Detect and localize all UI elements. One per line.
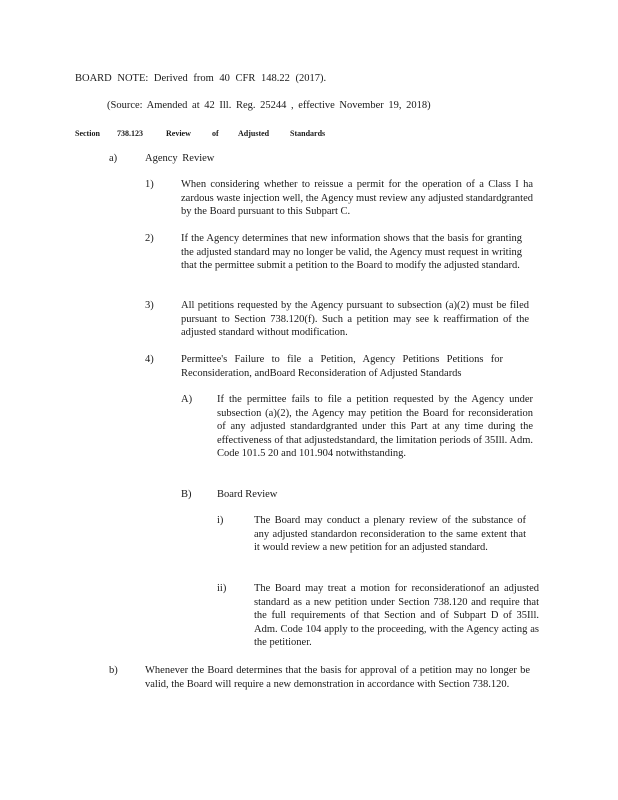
subsection-a-heading: Agency Review	[145, 153, 215, 164]
item-4B-text: Board Review	[217, 489, 278, 500]
section-title-word-3: Adjusted	[238, 129, 270, 138]
item-2-label: 2)	[145, 233, 154, 244]
item-4B-ii-text: The Board may treat a motion for reconsiderationof an adjusted standard as a new petition under Section 738.120 and require that the full requirements of that Section and of Subpart D of 35Ill. Adm. Code 104 apply to the proceeding, with the Agency acting as the petitioner.	[254, 583, 539, 649]
item-2-text: If the Agency determines that new information shows that the basis for granting the adjusted standard may no longer be valid, the Agency must request in writing that the permittee submit a petition to the Board to modify the adjusted standard.	[181, 233, 522, 272]
item-4B-i-label: i)	[217, 515, 224, 526]
item-1-text: When considering whether to reissue a permit for the operation of a Class I ha zardous waste injection well, the Agency must review any adjusted standardgranted by the Board pursuant to this Subpart C.	[181, 179, 533, 218]
section-title-word-2: of	[212, 129, 219, 138]
section-heading	[75, 127, 350, 141]
item-3-text: All petitions requested by the Agency pursuant to subsection (a)(2) must be filed pursuant to Section 738.120(f). Such a petition may see k reaffirmation of the adjusted standard without modification.	[181, 300, 529, 339]
section-title-word-4: Standards	[290, 129, 326, 138]
section-title-word-1: Review	[166, 129, 191, 138]
item-4B-label: B)	[181, 489, 192, 500]
item-4B-ii-label: ii)	[217, 583, 227, 594]
subsection-a-label: a)	[109, 153, 118, 164]
source-note: (Source: Amended at 42 Ill. Reg. 25244 , effective November 19, 2018)	[107, 100, 431, 111]
item-4A-label: A)	[181, 394, 193, 405]
subsection-b-text: Whenever the Board determines that the basis for approval of a petition may no longer be valid, the Board will require a new demonstration in accordance with Section 738.120.	[145, 665, 530, 690]
board-note: BOARD NOTE: Derived from 40 CFR 148.22 (2017).	[75, 73, 327, 84]
section-label: Section	[75, 129, 100, 138]
item-4A-text: If the permittee fails to file a petition requested by the Agency under subsection (a)(2), the Agency may petition the Board for reconsideration of any adjusted standardgranted under this Part at any time during the effectiveness of that adjustedstandard, the limitation periods of 35Ill. Adm. Code 101.5 20 and 101.904 notwithstanding.	[217, 394, 533, 460]
subsection-b-label: b)	[109, 665, 118, 676]
item-4B-i-text: The Board may conduct a plenary review of the substance of any adjusted standardon reconsideration to the same extent that it would review a new petition for an adjusted standard.	[254, 515, 526, 554]
item-3-label: 3)	[145, 300, 154, 311]
section-number: 738.123	[117, 129, 143, 138]
item-4-text: Permittee's Failure to file a Petition, Agency Petitions Petitions for Reconsideration, andBoard Reconsideration of Adjusted Standards	[181, 354, 503, 379]
item-1-label: 1)	[145, 179, 154, 190]
item-4-label: 4)	[145, 354, 154, 365]
